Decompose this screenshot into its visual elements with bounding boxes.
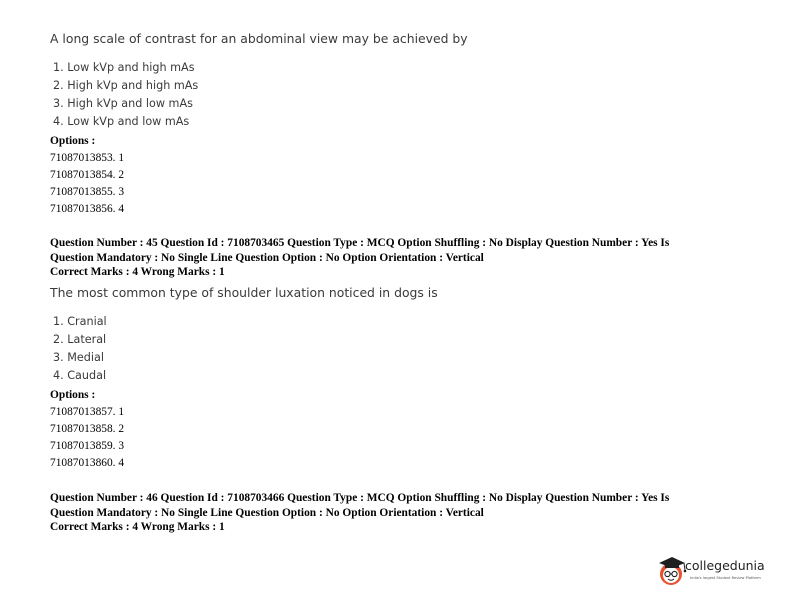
question-metadata <box>50 491 750 535</box>
option-id: 71087013858. 2 <box>50 423 125 435</box>
marks-line: Correct Marks : 4 Wrong Marks : 1 <box>50 521 225 533</box>
question-meta-line: Question Mandatory : No Single Line Question Option : No Option Orientation : Vertical <box>50 251 484 264</box>
option-id: 71087013853. 1 <box>50 152 125 164</box>
question-text: The most common type of shoulder luxation noticed in dogs is <box>50 285 438 300</box>
answer-choice: 3. Medial <box>53 351 104 364</box>
answer-choice: 4. Low kVp and low mAs <box>53 115 190 128</box>
answer-choice: 1. Low kVp and high mAs <box>53 61 195 74</box>
answer-choice: 3. High kVp and low mAs <box>53 97 193 110</box>
option-id: 71087013854. 2 <box>50 169 125 181</box>
options-block <box>50 387 124 472</box>
answer-choices <box>53 313 107 385</box>
option-id: 71087013860. 4 <box>50 457 125 469</box>
option-id: 71087013856. 4 <box>50 203 125 215</box>
answer-choice: 4. Caudal <box>53 369 107 382</box>
collegedunia-logo[interactable] <box>655 551 767 589</box>
question-meta-line: Question Mandatory : No Single Line Question Option : No Option Orientation : Vertical <box>50 506 484 519</box>
options-label: Options : <box>50 135 96 147</box>
marks-line: Correct Marks : 4 Wrong Marks : 1 <box>50 266 225 278</box>
answer-choice: 2. Lateral <box>53 333 107 346</box>
options-block <box>50 133 124 218</box>
answer-choice: 2. High kVp and high mAs <box>53 79 199 92</box>
question-text: A long scale of contrast for an abdominal view may be achieved by <box>50 31 468 46</box>
option-id: 71087013855. 3 <box>50 186 125 198</box>
answer-choices <box>53 59 198 131</box>
logo-tagline: India's largest Student Review Platform <box>690 576 761 580</box>
answer-choice: 1. Cranial <box>53 315 107 328</box>
option-id: 71087013857. 1 <box>50 406 125 418</box>
option-id: 71087013859. 3 <box>50 440 125 452</box>
logo-wordmark: collegedunia <box>685 558 765 573</box>
question-meta-line: Question Number : 46 Question Id : 7108703466 Question Type : MCQ Option Shuffling : No Display Question Number : Yes Is <box>50 492 670 504</box>
question-meta-line: Question Number : 45 Question Id : 7108703465 Question Type : MCQ Option Shuffling : No Display Question Number : Yes Is <box>50 237 670 249</box>
options-label: Options : <box>50 389 96 401</box>
question-metadata <box>50 236 750 280</box>
